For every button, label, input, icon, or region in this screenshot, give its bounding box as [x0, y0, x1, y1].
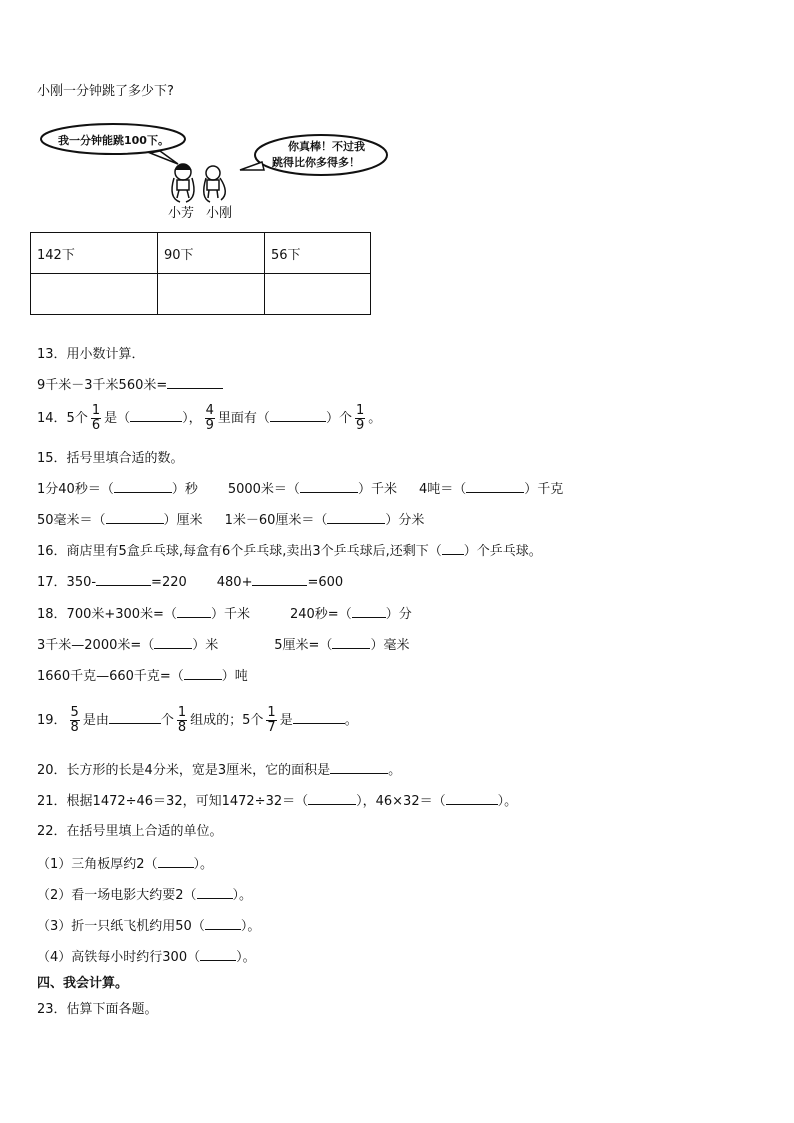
answer-blank[interactable] [158, 855, 194, 868]
name-xiaofang: 小芳 [168, 206, 195, 221]
answer-blank[interactable] [197, 886, 233, 899]
girl-figure [172, 164, 194, 202]
answer-blank[interactable] [327, 511, 385, 524]
numerator: 4 [205, 403, 214, 418]
q22-item [37, 948, 256, 967]
fraction [355, 404, 365, 433]
fraction [70, 706, 80, 735]
q19-text: 是 [279, 713, 293, 728]
q17-text: 480+ [216, 575, 253, 590]
q15-text: ）分米 [385, 513, 425, 528]
numerator: 1 [267, 705, 276, 720]
q15-text: ）千米 [357, 482, 397, 497]
q15-text: 50毫米＝（ [37, 513, 106, 528]
q18-text: ）米 [192, 638, 219, 653]
q19-text: 组成的；5个 [190, 713, 264, 728]
q18-text: ）吨 [221, 669, 248, 684]
option-cell: 142下 [31, 233, 158, 274]
answer-blank[interactable] [177, 605, 211, 618]
q15-text: ）千克 [524, 482, 564, 497]
q18-text: ）分 [385, 607, 412, 622]
answer-blank[interactable] [442, 542, 464, 555]
q16-text: 16．商店里有5盒乒乓球,每盒有6个乒乓球,卖出3个乒乓球后,还剩下（ [37, 544, 442, 559]
answer-blank[interactable] [109, 711, 161, 724]
q18-text: ）千米 [210, 607, 250, 622]
q22-text: （4）高铁每小时约行300（ [37, 950, 201, 965]
q17-text: 17．350- [37, 575, 97, 590]
q19-text: 19． [37, 713, 67, 728]
answer-blank[interactable] [330, 761, 388, 774]
q14-text: 。 [368, 411, 382, 426]
answer-blank[interactable] [154, 636, 192, 649]
denominator: 7 [267, 720, 276, 735]
q17-text: =600 [307, 575, 344, 590]
answer-cell[interactable] [265, 274, 371, 315]
q15-text: 1米－60厘米＝（ [224, 513, 328, 528]
q15-title: 15．括号里填合适的数。 [37, 451, 184, 466]
q14-text: 是（ [104, 411, 131, 426]
q20 [37, 761, 401, 780]
q21-text: ），46×32＝（ [356, 794, 446, 809]
q19-text: 是由 [82, 713, 109, 728]
q22-text: ）。 [236, 950, 256, 965]
q22-title: 22．在括号里填上合适的单位。 [37, 824, 223, 839]
answer-blank[interactable] [96, 573, 151, 586]
answer-blank[interactable] [466, 480, 524, 493]
q19 [37, 704, 358, 738]
answer-blank[interactable] [308, 792, 356, 805]
answer-blank[interactable] [446, 792, 498, 805]
fraction [91, 404, 101, 433]
q21 [37, 792, 517, 811]
fraction [205, 404, 215, 433]
answer-blank[interactable] [106, 511, 164, 524]
denominator: 9 [205, 418, 214, 433]
numerator: 1 [91, 403, 101, 418]
numerator: 1 [355, 403, 365, 418]
answer-blank[interactable] [300, 480, 358, 493]
q15-text: ）秒 [171, 482, 198, 497]
bubble-left-text: 我一分钟能跳100下。 [58, 134, 169, 147]
q17-text: =220 [151, 575, 187, 590]
q19-text: 个 [160, 713, 174, 728]
denominator: 6 [91, 418, 101, 433]
name-xiaogang: 小刚 [206, 206, 233, 221]
q15-text: 4吨＝（ [418, 482, 467, 497]
q16 [37, 542, 542, 561]
q18-text: 18．700米+300米=（ [37, 607, 177, 622]
q18-text: 240秒=（ [289, 607, 352, 622]
q22-text: ）。 [193, 857, 214, 872]
option-cell: 90下 [158, 233, 265, 274]
q14-text: ）， [182, 411, 202, 426]
fraction [266, 706, 276, 735]
q22-text: ）。 [232, 888, 253, 903]
answer-options-table [30, 232, 371, 315]
q17 [37, 573, 343, 592]
answer-blank[interactable] [200, 948, 236, 961]
answer-blank[interactable] [130, 409, 182, 422]
q22-item [37, 886, 252, 905]
q18-text: 5厘米=（ [274, 638, 333, 653]
bubble-right-text-1: 你真棒！不过我 [288, 140, 365, 153]
q14-text: 里面有（ [217, 411, 270, 426]
q18-row1 [37, 605, 412, 624]
answer-blank[interactable] [184, 667, 222, 680]
q22-item [37, 917, 260, 936]
question-text: 小刚一分钟跳了多少下? [37, 84, 174, 99]
q18-text: ）毫米 [370, 638, 410, 653]
q22-item [37, 855, 213, 874]
q22-text: ）。 [240, 919, 261, 934]
answer-cell[interactable] [158, 274, 265, 315]
option-cell: 56下 [265, 233, 371, 274]
q15-text: 5000米＝（ [227, 482, 300, 497]
q14-text: ）个 [325, 411, 352, 426]
q15-text: ）厘米 [163, 513, 203, 528]
denominator: 9 [355, 418, 365, 433]
numerator: 1 [177, 705, 187, 720]
q19-text: 。 [344, 713, 358, 728]
answer-blank[interactable] [352, 605, 386, 618]
q20-text: 。 [388, 763, 402, 778]
q18-row3 [37, 667, 248, 686]
answer-blank[interactable] [332, 636, 370, 649]
q15-text: 1分40秒＝（ [37, 482, 114, 497]
q22-text: （1）三角板厚约2（ [37, 857, 158, 872]
q14 [37, 402, 381, 436]
bubble-right-text-2: 跳得比你多得多！ [272, 156, 360, 169]
answer-blank[interactable] [167, 376, 223, 389]
answer-blank[interactable] [252, 573, 307, 586]
q18-text: 1660千克—660千克=（ [37, 669, 184, 684]
answer-blank[interactable] [293, 711, 345, 724]
q23-title: 23．估算下面各题。 [37, 1002, 158, 1017]
q13-title: 13．用小数计算． [37, 347, 145, 362]
answer-row [31, 274, 371, 315]
options-row [31, 233, 371, 274]
numerator: 5 [70, 705, 79, 720]
q22-text: （3）折一只纸飞机约用50（ [37, 919, 205, 934]
boy-figure [204, 166, 226, 202]
answer-blank[interactable] [205, 917, 241, 930]
answer-blank[interactable] [114, 480, 172, 493]
jump-rope-illustration [40, 118, 392, 224]
answer-cell[interactable] [31, 274, 158, 315]
section-heading: 四、我会计算。 [37, 976, 129, 991]
q15-row2 [37, 511, 424, 530]
answer-blank[interactable] [270, 409, 326, 422]
q14-text: 14．5个 [37, 411, 88, 426]
denominator: 8 [177, 720, 187, 735]
q13-expr-text: 9千米－3千米560米= [37, 378, 168, 393]
q15-row1 [37, 480, 563, 499]
fraction [177, 706, 187, 735]
q22-text: （2）看一场电影大约要2（ [37, 888, 197, 903]
q20-text: 20．长方形的长是4分米，宽是3厘米，它的面积是 [37, 763, 331, 778]
q16-text: ）个乒乓球。 [463, 544, 542, 559]
q13-expression [37, 376, 223, 395]
q18-text: 3千米—2000米=（ [37, 638, 155, 653]
q18-row2 [37, 636, 409, 655]
q21-text: 21．根据1472÷46＝32，可知1472÷32＝（ [37, 794, 309, 809]
denominator: 8 [70, 720, 79, 735]
q21-text: ）。 [497, 794, 518, 809]
